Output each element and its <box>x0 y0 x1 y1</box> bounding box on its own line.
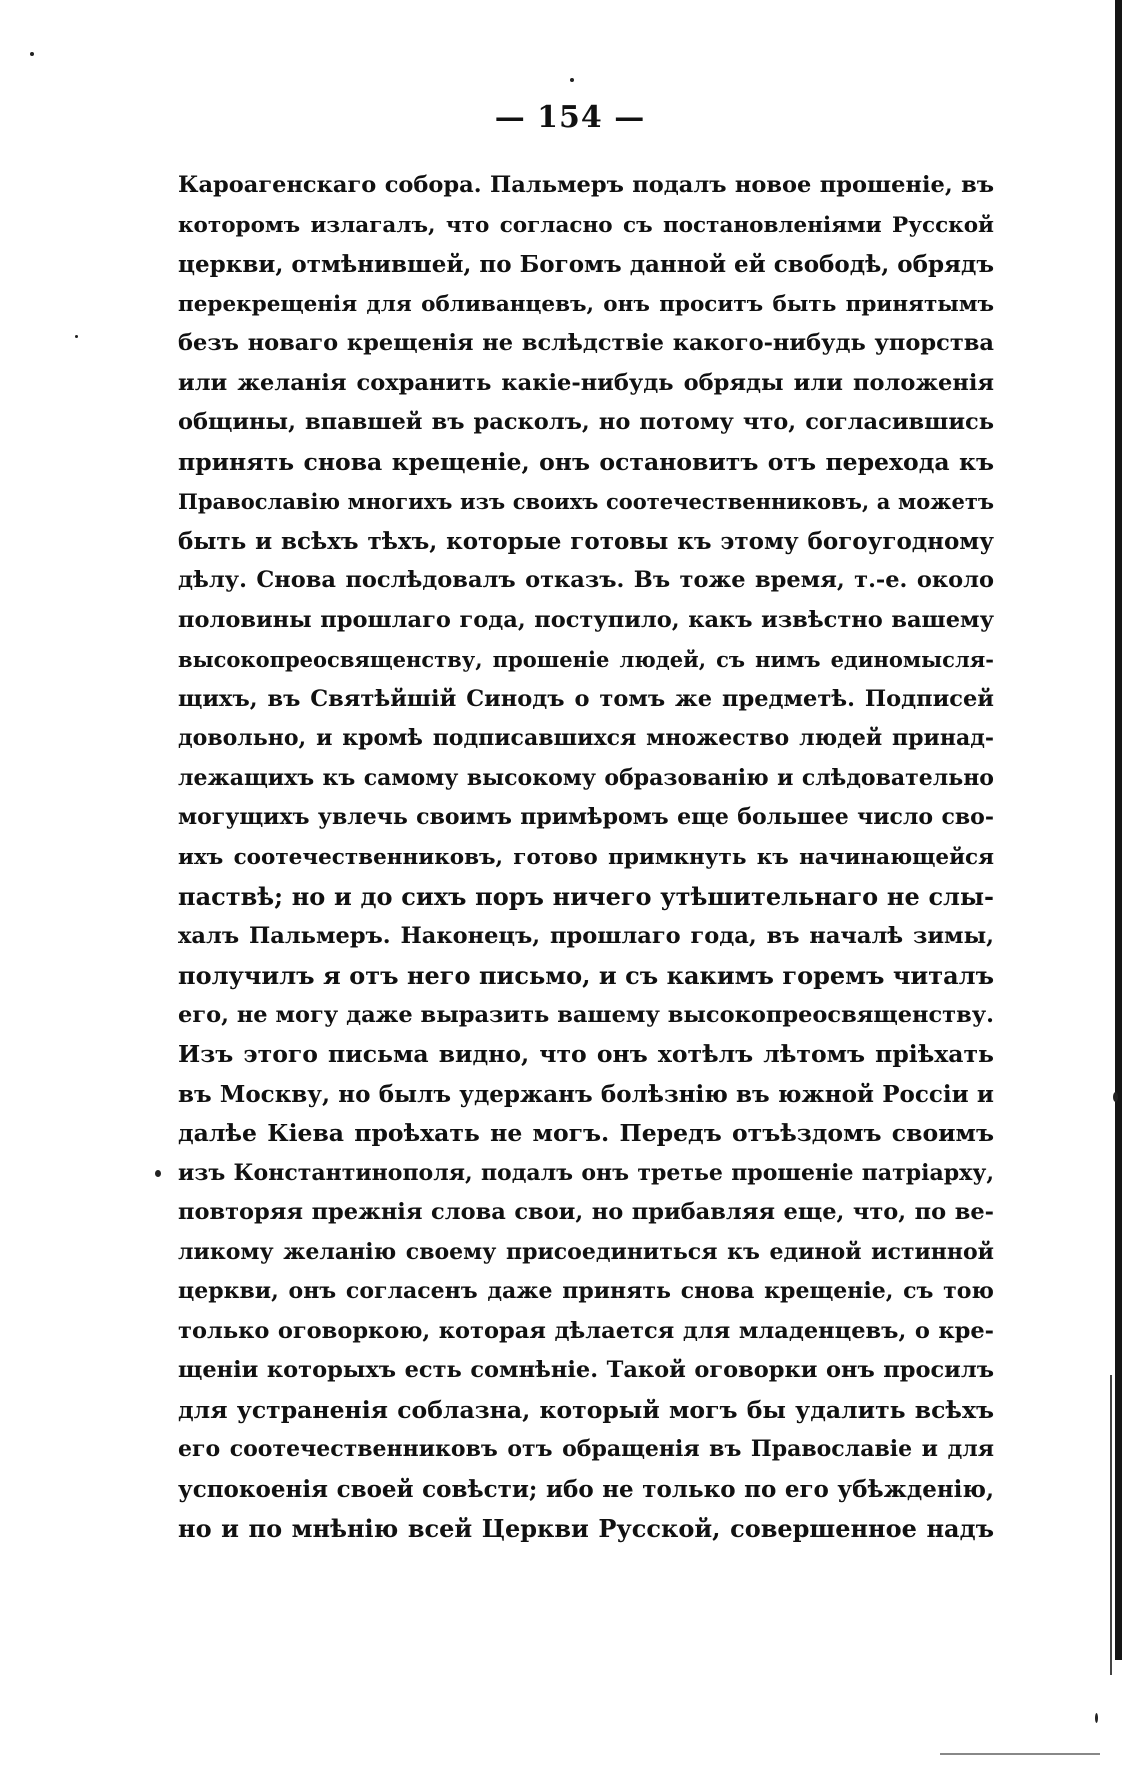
text-line: для устраненія соблазна, который могъ бы удалить всѣхъ <box>178 1395 994 1424</box>
text-line: халъ Пальмеръ. Наконецъ, прошлаго года, въ началѣ зимы, <box>178 922 994 949</box>
text-line: принять снова крещеніе, онъ остановитъ отъ перехода къ <box>178 447 994 476</box>
text-line: половины прошлаго года, поступило, какъ извѣстно вашему <box>178 606 994 633</box>
scan-speck <box>75 335 78 338</box>
text-line: только оговоркою, которая дѣлается для младенцевъ, о кре- <box>178 1317 994 1344</box>
scan-bottom-mark <box>940 1753 1100 1755</box>
scan-speck <box>570 78 574 82</box>
text-line: которомъ излагалъ, что согласно съ постановленіями Русской <box>178 212 994 238</box>
text-line: его, не могу даже выразить вашему высокопреосвященству. <box>178 1001 994 1028</box>
scan-speck <box>1095 1713 1098 1723</box>
scan-speck <box>30 52 34 56</box>
text-line: Кароагенскаго собора. Пальмеръ подалъ новое прошеніе, въ <box>178 172 994 198</box>
text-line: ихъ соотечественниковъ, готово примкнуть къ начинающейся <box>178 844 994 870</box>
scan-edge-shadow <box>1115 0 1122 1660</box>
text-line: въ Москву, но былъ удержанъ болѣзнію въ южной Россіи и <box>178 1080 994 1108</box>
text-line: получилъ я отъ него письмо, и съ какимъ горемъ читалъ <box>178 961 994 990</box>
text-line: Изъ этого письма видно, что онъ хотѣлъ лѣтомъ пріѣхать <box>178 1040 994 1068</box>
text-line: быть и всѣхъ тѣхъ, которые готовы къ этому богоугодному <box>178 527 994 555</box>
page-number: — 154 — <box>494 100 646 135</box>
text-line: Православію многихъ изъ своихъ соотечественниковъ, а можетъ <box>178 489 994 514</box>
text-line: повторяя прежнія слова свои, но прибавляя еще, что, по ве- <box>178 1199 994 1225</box>
text-line: общины, впавшей въ расколъ, но потому что, согласившись <box>178 409 994 435</box>
text-line: церкви, онъ согласенъ даже принять снова крещеніе, съ тою <box>178 1278 994 1304</box>
text-line: паствѣ; но и до сихъ поръ ничего утѣшительнаго не слы- <box>178 882 994 911</box>
text-line: щеніи которыхъ есть сомнѣніе. Такой оговорки онъ просилъ <box>178 1357 994 1383</box>
body-text <box>178 166 994 1549</box>
text-line: высокопреосвященству, прошеніе людей, съ нимъ единомысля- <box>178 647 994 672</box>
text-line: изъ Константинополя, подалъ онъ третье прошеніе патріарху, <box>178 1159 994 1186</box>
text-line: но и по мнѣнію всей Церкви Русской, совершенное надъ <box>178 1514 994 1543</box>
text-line: церкви, отмѣнившей, по Богомъ данной ей свободѣ, обрядъ <box>178 251 994 278</box>
text-line: или желанія сохранить какіе-нибудь обряды или положенія <box>178 369 994 396</box>
scan-speck <box>155 1170 161 1177</box>
scan-edge-line <box>1110 1375 1112 1675</box>
text-line: безъ новаго крещенія не вслѣдствіе какого-нибудь упорства <box>178 330 994 356</box>
text-line: далѣе Кіева проѣхать не могъ. Передъ отъѣздомъ своимъ <box>178 1119 994 1147</box>
text-line: его соотечественниковъ отъ обращенія въ Православіе и для <box>178 1436 994 1462</box>
text-line: лежащихъ къ самому высокому образованію и слѣдовательно <box>178 764 994 791</box>
text-line: дѣлу. Снова послѣдовалъ отказъ. Въ тоже время, т.-е. около <box>178 567 994 593</box>
text-line: могущихъ увлечь своимъ примѣромъ еще большее число сво- <box>178 804 994 830</box>
text-line: перекрещенія для обливанцевъ, онъ проситъ быть принятымъ <box>178 291 994 317</box>
text-line: ликому желанію своему присоединиться къ единой истинной <box>178 1238 994 1265</box>
text-line: щихъ, въ Святѣйшій Синодъ о томъ же предметѣ. Подписей <box>178 685 994 712</box>
text-line: успокоенія своей совѣсти; ибо не только по его убѣжденію, <box>178 1475 994 1503</box>
scan-speck <box>1113 1092 1118 1102</box>
text-line: довольно, и кромѣ подписавшихся множество людей принад- <box>178 725 994 751</box>
